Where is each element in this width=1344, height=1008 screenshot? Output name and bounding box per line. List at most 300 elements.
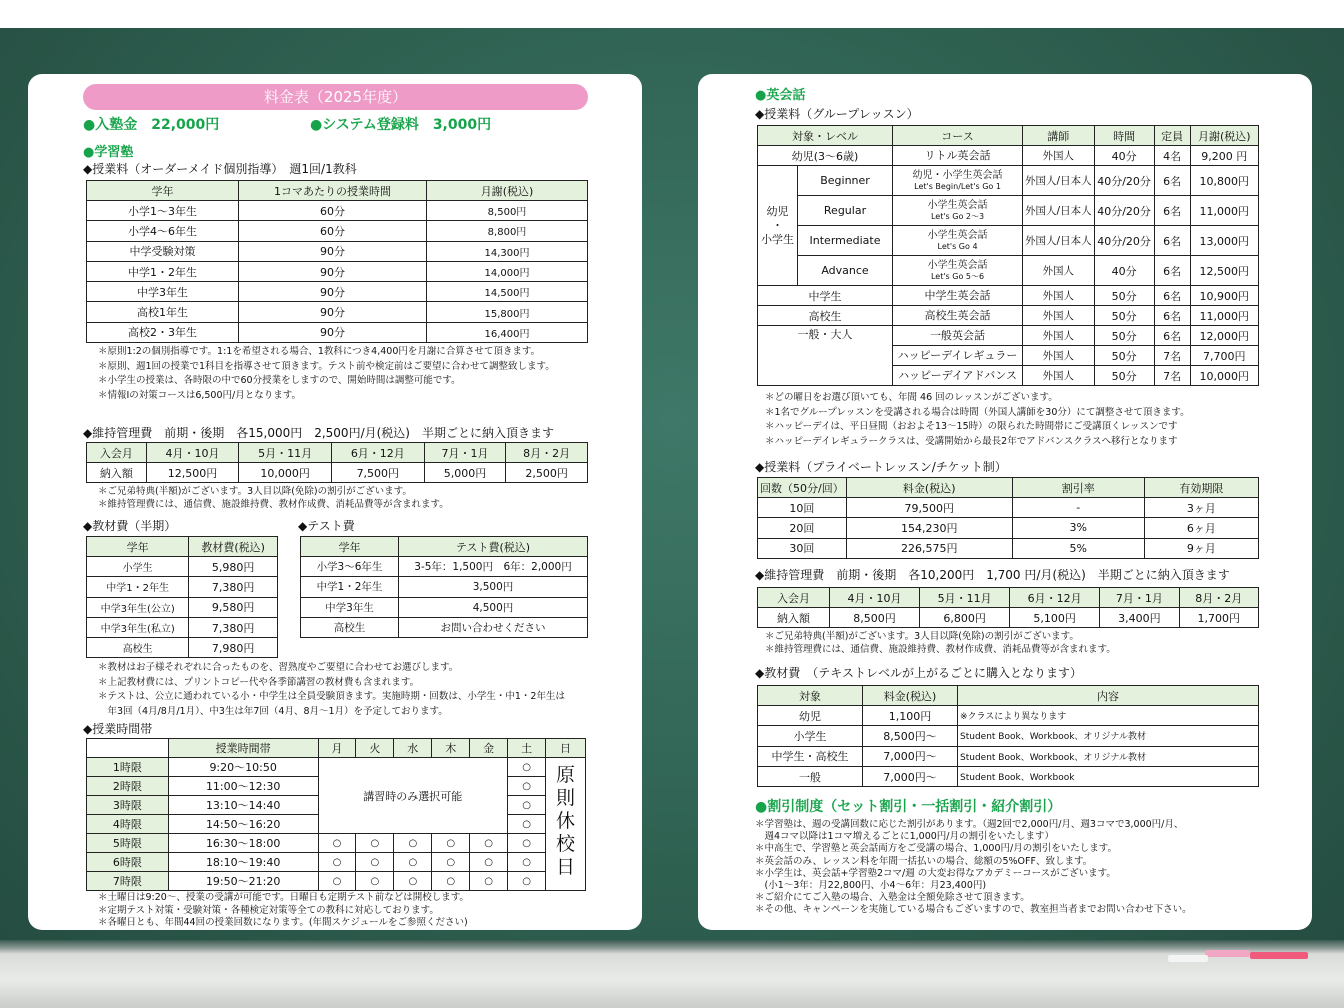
table-cell: 6,800円 — [920, 608, 1010, 628]
table-cell: 90分 — [239, 241, 427, 261]
table-row — [87, 322, 588, 342]
table-cell: ※クラスにより異なります — [958, 706, 1259, 726]
th: 有効期限 — [1144, 478, 1258, 498]
table-cell: 90分 — [239, 282, 427, 302]
material-title: ◆教材費（半期） — [83, 519, 177, 533]
table-cell: ○ — [508, 872, 546, 891]
table-cell: 入会月 — [758, 588, 830, 608]
table-cell: 11,000円 — [1190, 306, 1258, 326]
table-cell: ○ — [508, 777, 546, 796]
table-cell: ○ — [432, 853, 470, 872]
table-row — [87, 758, 586, 777]
table-cell: 14:50～16:20 — [168, 815, 318, 834]
table-cell: 7,500円 — [331, 463, 424, 483]
table-cell: 中学1・2年生 — [87, 261, 239, 281]
table-cell: 7名 — [1154, 346, 1190, 366]
th: 回数（50分/回） — [758, 478, 847, 498]
maint-title: ◆維持管理費 前期・後期 各15,000円 2,500円/月(税込) 半期ごとに納入頂きます — [83, 426, 554, 440]
table-cell: 小学4～6年生 — [87, 221, 239, 241]
table-cell: 50分 — [1094, 366, 1154, 386]
table-cell: 7月・1月 — [424, 443, 506, 463]
table-cell: 90分 — [239, 261, 427, 281]
table-cell: 13:10～14:40 — [168, 796, 318, 815]
group-header-cell: 対象・レベル — [758, 126, 893, 146]
course-cell — [893, 366, 1023, 386]
table-row — [758, 326, 1259, 346]
table-cell: 6時限 — [87, 853, 169, 872]
table-cell: 外国人/日本人 — [1023, 226, 1095, 256]
course-cell — [893, 256, 1023, 286]
time-title: ◆授業時間帯 — [83, 722, 153, 736]
table-row — [301, 617, 588, 637]
table-cell: 小学3～6年生 — [301, 557, 399, 577]
table-cell: Student Book、Workbook、オリジナル教材 — [958, 746, 1259, 766]
table-cell: 6名 — [1154, 286, 1190, 306]
course-text: Let's Go 2～3 — [930, 212, 985, 221]
table-row — [758, 538, 1259, 558]
table-row — [87, 872, 586, 891]
table-cell: ○ — [508, 853, 546, 872]
table-cell: 高校2・3年生 — [87, 322, 239, 342]
table-cell: 3ヶ月 — [1144, 498, 1258, 518]
table-cell: 6名 — [1154, 226, 1190, 256]
table-cell: 9:20～10:50 — [168, 758, 318, 777]
table-row — [301, 577, 588, 597]
chalk-ledge — [0, 940, 1344, 1008]
table-row — [758, 746, 1259, 766]
table-cell: ○ — [508, 834, 546, 853]
table-cell: ○ — [356, 853, 394, 872]
entry-fee: ●入塾金 22,000円 — [83, 117, 220, 133]
table-cell: 50分 — [1094, 306, 1154, 326]
sunday-char: 則 — [556, 787, 576, 809]
time-header-cell: 土 — [508, 739, 546, 758]
table-cell: 40分/20分 — [1094, 166, 1154, 196]
th: 料金(税込) — [863, 686, 958, 706]
table-row — [758, 766, 1259, 786]
table-cell: 14,000円 — [427, 261, 588, 281]
table-cell: 8,500円～ — [863, 726, 958, 746]
course-cell — [893, 196, 1023, 226]
table-cell: 6名 — [1154, 306, 1190, 326]
sunday-char: 校 — [556, 833, 576, 855]
table-row — [87, 201, 588, 221]
table-cell: 外国人/日本人 — [1023, 196, 1095, 226]
table-row — [87, 597, 278, 617]
course-name: 小学生英会話 — [927, 230, 988, 241]
table-cell: 8,500円 — [427, 201, 588, 221]
maint-notes: ＊ご兄弟特典(半額)がございます。3人目以降(免除)の割引がございます。 ＊維持管理費には、通信費、施設維持費、教材作成費、消耗品費等が含まれます。 — [98, 486, 449, 510]
table-cell: 外国人 — [1023, 346, 1095, 366]
time-header-cell: 授業時間帯 — [168, 739, 318, 758]
table-cell: 3時限 — [87, 796, 169, 815]
table-cell: 外国人 — [1023, 146, 1095, 166]
th: 学年 — [87, 537, 189, 557]
table-cell: ○ — [318, 834, 356, 853]
table-cell: 60分 — [239, 201, 427, 221]
table-row — [87, 282, 588, 302]
group-header-cell: 講師 — [1023, 126, 1095, 146]
course-cell — [893, 226, 1023, 256]
th: テスト費(税込) — [399, 537, 588, 557]
group-header-cell: 時間 — [1094, 126, 1154, 146]
course-name: 小学生英会話 — [927, 260, 988, 271]
course-cell — [893, 306, 1023, 326]
table-row — [87, 834, 586, 853]
th: 内容 — [958, 686, 1259, 706]
price-banner: 料金表（2025年度） — [83, 84, 588, 110]
table-cell: ○ — [394, 834, 432, 853]
table-cell: 小学生 — [87, 557, 189, 577]
table-cell: 40分/20分 — [1094, 226, 1154, 256]
course-name: ハッピーデイアドバンス — [898, 368, 1017, 382]
discount-title: ●割引制度（セット割引・一括割引・紹介割引） — [755, 799, 1062, 815]
sunday-char: 原 — [556, 764, 576, 786]
table-cell: 5月・11月 — [920, 588, 1010, 608]
table-cell: ○ — [394, 872, 432, 891]
table-cell: 7月・1月 — [1100, 588, 1179, 608]
table-cell: 16:30～18:00 — [168, 834, 318, 853]
material-table — [86, 536, 278, 658]
table-row — [758, 286, 1259, 306]
table-cell: 79,500円 — [846, 498, 1012, 518]
table-cell: 外国人 — [1023, 286, 1095, 306]
time-header-cell: 月 — [318, 739, 356, 758]
table-row — [758, 726, 1259, 746]
table-cell: 10,900円 — [1190, 286, 1258, 306]
table-cell: 4月・10月 — [146, 443, 239, 463]
course-cell — [893, 146, 1023, 166]
right-page — [698, 74, 1312, 930]
table-cell: 2時限 — [87, 777, 169, 796]
course-cell — [893, 346, 1023, 366]
tuition-table — [86, 180, 588, 343]
table-cell: 5月・11月 — [239, 443, 332, 463]
table-cell: 中学生・高校生 — [758, 746, 863, 766]
table-cell: 中学生 — [758, 286, 893, 306]
table-cell: 外国人 — [1023, 306, 1095, 326]
course-name: ハッピーデイレギュラー — [897, 348, 1018, 362]
label-line: ・ — [772, 218, 783, 232]
table-cell: 講習時のみ選択可能 — [318, 758, 508, 834]
table-cell: 14,500円 — [427, 282, 588, 302]
time-header-cell — [87, 739, 169, 758]
youji-shougakusei — [758, 166, 798, 286]
table-cell: - — [1012, 498, 1144, 518]
table-row — [87, 261, 588, 281]
time-header-cell: 金 — [470, 739, 508, 758]
table-row — [301, 557, 588, 577]
table-cell: 中学3年生(私立) — [87, 617, 189, 637]
table-cell: 5% — [1012, 538, 1144, 558]
table-cell: 60分 — [239, 221, 427, 241]
white-chalk — [1168, 955, 1208, 962]
table-cell: 中学3年生 — [87, 282, 239, 302]
table-row — [87, 557, 278, 577]
table-row — [758, 196, 1259, 226]
table-row — [758, 226, 1259, 256]
table-row — [758, 518, 1259, 538]
table-cell: 20回 — [758, 518, 847, 538]
table-cell: ○ — [356, 872, 394, 891]
label-line: 小学生 — [761, 232, 794, 246]
course-name: 高校生英会話 — [924, 308, 991, 322]
th: 割引率 — [1012, 478, 1144, 498]
table-cell: 6月・12月 — [1010, 588, 1100, 608]
table-cell: 中学3年生 — [301, 597, 399, 617]
table-cell: 7時限 — [87, 872, 169, 891]
table-cell: Student Book、Workbook — [958, 766, 1259, 786]
material-notes: ＊教材はお子様それぞれに合ったものを、習熟度やご要望に合わせてお選びします。 ＊上記教材費には、プリントコピー代や各季節講習の教材費も含まれます。 ＊テストは、公立に通われている小・中学生は全員受験頂きます。実施時期・回数は、小学生・中1・2年生は 年3回（4月/8月/1月）、中3生は年7回（4月、8月～1月）を予定しております。 — [98, 662, 565, 717]
material-table-r — [757, 685, 1259, 787]
table-cell: 40分 — [1094, 256, 1154, 286]
table-cell: 90分 — [239, 302, 427, 322]
table-cell: 一般 — [758, 766, 863, 786]
table-cell: 1時限 — [87, 758, 169, 777]
course-cell — [893, 166, 1023, 196]
time-notes: ＊土曜日は9:20～、授業の受講が可能です。日曜日も定期テスト前などは開校します。 ＊定期テスト対策・受験対策・各種検定対策等全ての教科に対応しております。 ＊各曜日とも、年間44回の授業回数になります。(年間スケジュールをご参照ください) — [98, 892, 469, 928]
table-cell: ○ — [508, 815, 546, 834]
table-cell: ○ — [318, 853, 356, 872]
left-page — [28, 74, 642, 930]
table-row — [87, 638, 278, 658]
table-cell: 7,000円～ — [863, 746, 958, 766]
table-cell: 9,200 円 — [1190, 146, 1258, 166]
table-cell: 12,500円 — [146, 463, 239, 483]
table-cell: 7,000円～ — [863, 766, 958, 786]
table-cell: 外国人 — [1023, 256, 1095, 286]
table-cell: 納入額 — [758, 608, 830, 628]
table-cell: 6名 — [1154, 196, 1190, 226]
table-cell: 6名 — [1154, 166, 1190, 196]
course-name: 一般英会話 — [930, 328, 986, 342]
th: 学年 — [301, 537, 399, 557]
pink-chalk — [1205, 950, 1250, 957]
table-cell: 7,700円 — [1190, 346, 1258, 366]
table-cell: 3,400円 — [1100, 608, 1179, 628]
table-cell: 4,500円 — [399, 597, 588, 617]
group-header-cell: 月謝(税込) — [1190, 126, 1258, 146]
table-cell: 小学生 — [758, 726, 863, 746]
time-header-cell: 日 — [546, 739, 586, 758]
table-cell: 226,575円 — [846, 538, 1012, 558]
table-cell: 7,380円 — [189, 617, 278, 637]
table-cell: 5時限 — [87, 834, 169, 853]
table-cell: ○ — [508, 758, 546, 777]
discount-notes: ＊学習塾は、週の受講回数に応じた割引があります。（週2回で2,000円/月、週3コマで3,000円/月、 週4コマ以降は1コマ増えるごとに1,000円/月の割引をいたします） ＊中高生で、学習塾と英会話両方をご受講の場合、1,000円/月の割引をいたします。 ＊英会話のみ、レッスン料を年間一括払いの場合、総額の5%OFF、致します。 ＊小学生は、英会話+学習塾2コマ/週 の大変お得なアカデミーコースがございます。 (小1～3年：月22,800円、小4～6年：月23,400円) ＊ご紹介にてご入塾の場合、入塾金は全額免除させて頂きます。 ＊その他、キャンペーンを実施している場合もございますので、教室担当者までお問い合わせ下さい。 — [755, 819, 1192, 916]
table-cell: 8,800円 — [427, 221, 588, 241]
table-cell: 3,500円 — [399, 577, 588, 597]
table-cell: 11:00～12:30 — [168, 777, 318, 796]
th: 教材費(税込) — [189, 537, 278, 557]
table-cell: Student Book、Workbook、オリジナル教材 — [958, 726, 1259, 746]
time-table — [86, 738, 586, 891]
table-cell: 6名 — [1154, 326, 1190, 346]
test-title: ◆テスト費 — [298, 519, 355, 533]
table-cell: 納入額 — [87, 463, 147, 483]
course-text: Let's Go 4 — [937, 242, 978, 251]
private-table — [757, 477, 1259, 559]
gakushu-heading: ●学習塾 — [83, 145, 134, 160]
table-cell: 中学3年生(公立) — [87, 597, 189, 617]
table-cell: 5,100円 — [1010, 608, 1100, 628]
table-cell: 3% — [1012, 518, 1144, 538]
table-row — [758, 166, 1259, 196]
table-cell: 中学受験対策 — [87, 241, 239, 261]
table-cell: 9,580円 — [189, 597, 278, 617]
table-cell: 13,000円 — [1190, 226, 1258, 256]
table-cell: 50分 — [1094, 326, 1154, 346]
table-cell: 2,500円 — [506, 463, 588, 483]
course-name: リトル英会話 — [924, 148, 991, 162]
table-cell: 12,000円 — [1190, 326, 1258, 346]
table-cell: 幼児 — [758, 706, 863, 726]
table-row — [758, 256, 1259, 286]
table-cell: 4時限 — [87, 815, 169, 834]
eikaiwa-heading: ●英会話 — [755, 88, 806, 103]
table-cell: 12,500円 — [1190, 256, 1258, 286]
table-cell: 外国人 — [1023, 326, 1095, 346]
maint-title-r: ◆維持管理費 前期・後期 各10,200円 1,700 円/月(税込) 半期ごとに納入頂きます — [755, 568, 1230, 582]
table-cell: ○ — [394, 853, 432, 872]
time-header-cell: 水 — [394, 739, 432, 758]
table-cell: 入会月 — [87, 443, 147, 463]
table-cell: 90分 — [239, 322, 427, 342]
table-cell: 7名 — [1154, 366, 1190, 386]
table-row — [301, 597, 588, 617]
sunday-closed — [546, 758, 586, 891]
table-cell: 外国人/日本人 — [1023, 166, 1095, 196]
table-cell: 小学1～3年生 — [87, 201, 239, 221]
table-cell: 18:10～19:40 — [168, 853, 318, 872]
th: 月謝(税込) — [427, 181, 588, 201]
time-header-cell: 火 — [356, 739, 394, 758]
table-cell: 50分 — [1094, 346, 1154, 366]
tuition-title: ◆授業料（オーダーメイド個別指導） 週1回/1教科 — [83, 162, 357, 176]
course-cell — [893, 326, 1023, 346]
table-cell: 中学1・2年生 — [87, 577, 189, 597]
table-cell: 8,500円 — [830, 608, 920, 628]
group-notes: ＊どの曜日をお選び頂いても、年間 46 回のレッスンがございます。 ＊1名でグループレッスンを受講される場合は時間（外国人講師を30分）にて調整させて頂きます。 ＊ハッピーデイは、平日昼間（おおよそ13～15時）の限られた時間帯にご受講頂くレッスンです ＊ハッピーデイレギュラークラスは、受講開始から最長2年でアドバンスクラスへ移行となります — [765, 392, 1190, 447]
table-cell: 10,800円 — [1190, 166, 1258, 196]
red-chalk — [1250, 952, 1308, 959]
table-cell: 1,700円 — [1179, 608, 1258, 628]
table-row — [87, 302, 588, 322]
table-cell: お問い合わせください — [399, 617, 588, 637]
table-cell: ○ — [470, 834, 508, 853]
table-cell: 7,980円 — [189, 638, 278, 658]
table-cell: 9ヶ月 — [1144, 538, 1258, 558]
table-cell: 5,980円 — [189, 557, 278, 577]
table-cell: Regular — [798, 196, 893, 226]
group-title: ◆授業料（グループレッスン） — [755, 107, 919, 121]
sunday-char: 日 — [556, 856, 576, 878]
table-row — [87, 617, 278, 637]
table-cell: Advance — [798, 256, 893, 286]
table-cell: 6名 — [1154, 256, 1190, 286]
table-cell: 11,000円 — [1190, 196, 1258, 226]
table-cell: Intermediate — [798, 226, 893, 256]
table-cell: Beginner — [798, 166, 893, 196]
table-row — [758, 146, 1259, 166]
table-cell: 幼児(3～6歳) — [758, 146, 893, 166]
table-cell: 高校1年生 — [87, 302, 239, 322]
table-row — [758, 498, 1259, 518]
course-text: Let's Go 5～6 — [930, 272, 985, 281]
tuition-notes: ＊原則1:2の個別指導です。1:1を希望される場合、1教科につき4,400円を月謝に合算させて頂きます。 ＊原則、週1回の授業で1科目を指導させて頂きます。テスト前や検定前はご要望に合わせて調整致します。 ＊小学生の授業は、各時限の中で60分授業をしますので、開始時間は調整可能です。 ＊情報Ⅰの対策コースは6,500円/月となります。 — [98, 346, 555, 401]
material-title-r: ◆教材費 （テキストレベルが上がるごとに購入となります） — [755, 666, 1082, 680]
label-line: 幼児 — [766, 204, 789, 218]
system-fee: ●システム登録料 3,000円 — [310, 117, 492, 133]
th: 1コマあたりの授業時間 — [239, 181, 427, 201]
table-row — [758, 306, 1259, 326]
course-text: Let's Begin/Let's Go 1 — [914, 182, 1001, 191]
table-row — [758, 706, 1259, 726]
table-cell: 10回 — [758, 498, 847, 518]
table-cell: 16,400円 — [427, 322, 588, 342]
table-cell: 40分/20分 — [1094, 196, 1154, 226]
table-row — [87, 221, 588, 241]
maint-notes-r: ＊ご兄弟特典(半額)がございます。3人目以降(免除)の割引がございます。 ＊維持管理費には、通信費、施設維持費、教材作成費、消耗品費等が含まれます。 — [765, 631, 1116, 655]
table-row — [87, 241, 588, 261]
table-cell: 19:50～21:20 — [168, 872, 318, 891]
table-cell: 高校生 — [87, 638, 189, 658]
table-cell: 10,000円 — [239, 463, 332, 483]
table-cell: ○ — [356, 834, 394, 853]
course-name: 小学生英会話 — [927, 200, 988, 211]
table-row — [87, 853, 586, 872]
table-cell: ○ — [508, 796, 546, 815]
table-cell: 高校生 — [301, 617, 399, 637]
table-cell: ○ — [432, 834, 470, 853]
table-cell: ○ — [432, 872, 470, 891]
sunday-char: 休 — [556, 810, 576, 832]
table-cell: 30回 — [758, 538, 847, 558]
table-cell: ○ — [318, 872, 356, 891]
table-cell: 4月・10月 — [830, 588, 920, 608]
maint-table-r — [757, 587, 1259, 628]
group-header-cell: コース — [893, 126, 1023, 146]
private-title: ◆授業料（プライベートレッスン/チケット制） — [755, 460, 1007, 474]
table-cell: 10,000円 — [1190, 366, 1258, 386]
test-table — [300, 536, 588, 638]
table-cell: 14,300円 — [427, 241, 588, 261]
table-cell: 高校生 — [758, 306, 893, 326]
course-name: 幼児・小学生英会話 — [912, 170, 1003, 181]
table-cell: 6月・12月 — [331, 443, 424, 463]
maint-table — [86, 442, 588, 483]
table-cell: ○ — [470, 872, 508, 891]
course-name: 中学生英会話 — [924, 288, 991, 302]
table-cell: 中学1・2年生 — [301, 577, 399, 597]
group-header-cell: 定員 — [1154, 126, 1190, 146]
table-cell: 5,000円 — [424, 463, 506, 483]
table-cell: 40分 — [1094, 146, 1154, 166]
th: 料金(税込) — [846, 478, 1012, 498]
table-cell: 外国人 — [1023, 366, 1095, 386]
table-cell: 3-5年：1,500円 6年：2,000円 — [399, 557, 588, 577]
table-cell: ○ — [470, 853, 508, 872]
table-cell: 一般・大人 — [758, 326, 893, 386]
course-cell — [893, 286, 1023, 306]
th: 対象 — [758, 686, 863, 706]
group-table — [757, 125, 1259, 386]
table-cell: 15,800円 — [427, 302, 588, 322]
table-row — [87, 577, 278, 597]
table-cell: 8月・2月 — [506, 443, 588, 463]
table-cell: 154,230円 — [846, 518, 1012, 538]
table-cell: 7,380円 — [189, 577, 278, 597]
